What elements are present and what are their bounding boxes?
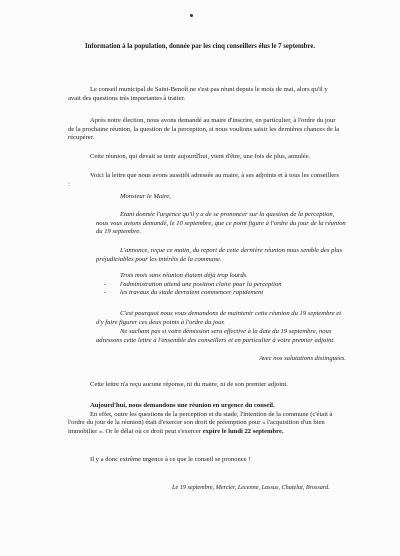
letter-paragraph-request: C'est pourquoi nous vous demandons de maintenir cette réunion du 19 septembre et d'y faire figurer ces deux points à l'ordre du jour. <box>96 310 342 326</box>
scan-speck <box>190 14 193 17</box>
urgent-body-text: En effet, outre les questions de la perception et du stade, l'intention de la commune (c'était à l'ordre du jour de la réunion) était d'exercer son droit de préemption pour « l'acquisition d'un bien immobilier ». Or le délai où ce droit peut s'exercer <box>68 410 333 435</box>
paragraph-no-response: Cette lettre n'a reçu aucune réponse, ni du maire, ni de son premier adjoint. <box>90 381 288 388</box>
urgent-deadline: expire le lundi 22 septembre. <box>202 427 284 435</box>
letter-bullet-list <box>100 272 350 298</box>
letter-paragraph-resignation: Ne sachant pas si votre démission sera effective à la date du 19 septembre, nous adressons cette lettre à l'ensemble des conseillers et en particulier à votre premier adjoint. <box>96 328 335 344</box>
letter-paragraph-postponement: L'annonce, reçue ce matin, du report de cette dernière réunion nous semble des plus préjudiciables pour les intérêts de la commune. <box>96 247 343 263</box>
letter-closing: Avec nos salutations distinguées. <box>259 355 346 362</box>
urgent-body <box>68 411 342 437</box>
document-title: Information à la population, donnée par les cinq conseillers élus le 7 septembre. <box>84 43 316 50</box>
paragraph-urgent-meeting <box>68 402 342 436</box>
paragraph-intro: Le conseil municipal de Saint-Benoît ne s'est pas réuni depuis le mois de mai, alors qu'il y avait des questions très importantes à traiter. <box>68 86 328 102</box>
letter-bullet-item: Trois mois sans réunion étaient déjà trop lourds. <box>120 272 248 279</box>
letter-paragraph-urgency: Etant donnée l'urgence qu'il y a de se prononcer sur la question de la perception, nous vous avions demandé, le 10 septembre, que ce point figure à l'ordre du jour de la réunion du 19 septembre. <box>96 211 346 236</box>
paragraph-election-request: Après notre élection, nous avons demandé au maire d'inscrire, en particulier, à l'ordre du jour de la prochaine réunion, la question de la perception, si nous voulions saisir les dernières chances de la récupérer. <box>68 117 340 142</box>
signature-line: Le 19 septembre, Mercier, Lecenne, Lassus, Chatelut, Brossard. <box>172 484 330 491</box>
paragraph-conclusion: Il y a donc extrême urgence à ce que le conseil se prononce ! <box>90 456 251 463</box>
urgent-heading: Aujourd'hui, nous demandons une réunion en urgence du conseil. <box>90 402 275 409</box>
letter-bullet-item: - les travaux du stade devraient commencer rapidement <box>100 289 350 298</box>
paragraph-meeting-cancelled: Cette réunion, qui devait se tenir aujourd'hui, vient d'être, une fois de plus, annulée. <box>90 153 311 160</box>
letter-salutation: Monsieur le Maire, <box>120 193 171 200</box>
letter-bullet-item: - l'administration attend une position claire pour la perception <box>100 281 350 290</box>
paragraph-letter-intro: Voici la lettre que nous avons aussitôt adressée au maire, à ses adjoints et à tous les conseillers : <box>68 172 339 188</box>
